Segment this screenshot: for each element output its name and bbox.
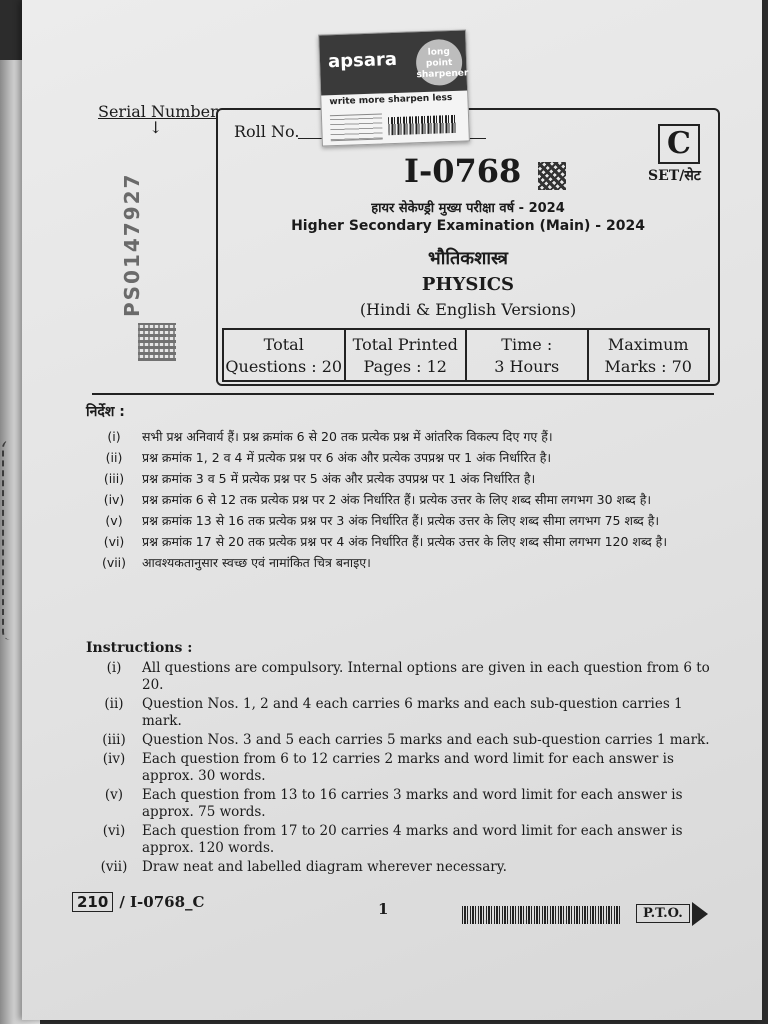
pto-label: P.T.O.: [636, 904, 690, 923]
header-divider: [92, 393, 714, 395]
binding-scribble: [2, 440, 18, 640]
sticker-barcode-icon: [388, 115, 457, 135]
instructions-english-heading: Instructions :: [86, 640, 193, 656]
list-item: (vi) प्रश्न क्रमांक 17 से 20 तक प्रत्येक प्रश्न पर 4 अंक निर्धारित हैं। प्रत्येक उत्तर के लिए शब्द सीमा लगभग 120 शब्द है।: [103, 534, 668, 549]
list-item: (ii) Question Nos. 1, 2 and 4 each carries 6 marks and each sub-question carries 1 mark.: [104, 696, 683, 729]
sticker-brand-logo: apsara: [327, 48, 398, 73]
list-item: (i) सभी प्रश्न अनिवार्य हैं। प्रश्न क्रमांक 6 से 20 तक प्रत्येक प्रश्न में आंतरिक विकल्प दिए गए हैं।: [107, 429, 553, 444]
subject-hindi: भौतिकशास्त्र: [428, 248, 508, 269]
info-total-questions: Total Questions : 20: [224, 330, 346, 380]
info-maximum-marks: Maximum Marks : 70: [604, 335, 692, 376]
footer-code-text: / I-0768_C: [119, 893, 205, 911]
sharpener-sticker: [318, 29, 470, 146]
header-box: [216, 108, 720, 386]
subject-english: PHYSICS: [421, 274, 515, 295]
versions-note: (Hindi & English Versions): [359, 300, 577, 319]
footer-code-box: 210: [72, 892, 113, 912]
instructions-english-list: [94, 660, 716, 878]
info-time: Time : 3 Hours: [467, 330, 589, 380]
page-number: 1: [378, 900, 389, 918]
list-item: (iv) Each question from 6 to 12 carries 2 marks and word limit for each answer is approx. 30 words.: [102, 751, 674, 784]
exam-title-hindi: हायर सेकेण्ड्री मुख्य परीक्षा वर्ष - 2024: [371, 201, 565, 216]
list-item: (iii) प्रश्न क्रमांक 3 व 5 में प्रत्येक प्रश्न पर 5 अंक और प्रत्येक उपप्रश्न पर 1 अंक निर्धारित है।: [103, 471, 536, 486]
barcode-icon: [462, 906, 620, 924]
list-item: (i) All questions are compulsory. Internal options are given in each question from 6 to 20.: [106, 660, 710, 693]
exam-paper-page: [22, 0, 762, 1020]
footer-paper-code: [72, 892, 204, 912]
info-total-pages: Total Printed Pages : 12: [346, 330, 468, 380]
exam-title-english: Higher Secondary Examination (Main) - 2024: [291, 218, 645, 234]
list-item: (iii) Question Nos. 3 and 5 each carries 5 marks and each sub-question carries 1 mark.: [102, 732, 710, 748]
list-item: (v) Each question from 13 to 16 carries 3 marks and word limit for each answer is approx. 75 words.: [104, 787, 683, 820]
instructions-hindi-heading: निर्देश :: [86, 404, 125, 420]
list-item: (vii) आवश्यकतानुसार स्वच्छ एवं नामांकित चित्र बनाइए।: [101, 555, 371, 570]
list-item: (ii) प्रश्न क्रमांक 1, 2 व 4 में प्रत्येक प्रश्न पर 6 अंक और प्रत्येक उपप्रश्न पर 1 अंक निर्धारित है।: [105, 450, 552, 465]
set-label: SET/सेट: [648, 168, 701, 184]
instructions-hindi-list: [94, 428, 716, 575]
serial-number-value: PS0147927: [120, 172, 144, 318]
paper-code-title: I-0768: [404, 152, 522, 190]
set-letter-box: C: [658, 124, 700, 164]
roll-number-label: Roll No.: [234, 122, 300, 141]
list-item: (iv) प्रश्न क्रमांक 6 से 12 तक प्रत्येक प्रश्न पर 2 अंक निर्धारित हैं। प्रत्येक उत्तर के लिए शब्द सीमा लगभग 30 शब्द है।: [103, 492, 652, 507]
serial-arrow-icon: ↓: [149, 118, 163, 137]
sticker-slogan: write more sharpen less: [329, 92, 453, 108]
sticker-badge: long point sharpener: [415, 39, 463, 87]
list-item: (v) प्रश्न क्रमांक 13 से 16 तक प्रत्येक प्रश्न पर 3 अंक निर्धारित हैं। प्रत्येक उत्तर के लिए शब्द सीमा लगभग 75 शब्द है।: [105, 513, 660, 528]
list-item: (vi) Each question from 17 to 20 carries 4 marks and word limit for each answer is approx. 120 words.: [102, 823, 683, 856]
sticker-price-label: [330, 113, 383, 141]
paper-info-row: [222, 328, 710, 382]
pto-arrow-icon: [692, 902, 708, 926]
list-item: (vii) Draw neat and labelled diagram wherever necessary.: [100, 859, 507, 875]
qr-code-icon: [138, 323, 176, 361]
serial-number-label: Serial Number: [98, 102, 218, 121]
paper-qr-icon: [538, 162, 566, 190]
